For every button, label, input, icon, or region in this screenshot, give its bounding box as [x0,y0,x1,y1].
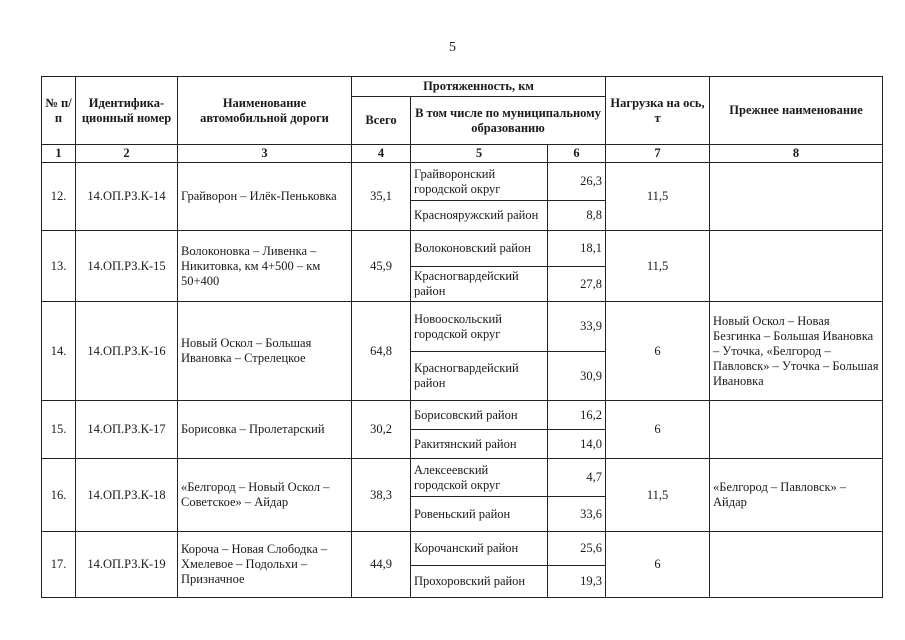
municipality-length: 16,2 [548,401,606,430]
col-number: 2 [76,145,178,163]
row-number: 14. [42,302,76,401]
road-name: Короча – Новая Слободка – Хмелевое – Подольхи – Призначное [178,532,352,598]
col-number: 7 [606,145,710,163]
road-name: Волоконовка – Ливенка – Никитовка, км 4+500 – км 50+400 [178,231,352,302]
municipality-length: 30,9 [548,352,606,401]
previous-name: Новый Оскол – Новая Безгинка – Большая Ивановка – Уточка, «Белгород – Павловск» – Уточка – Большая Ивановка [710,302,883,401]
axle-load: 6 [606,302,710,401]
road-id: 14.ОП.РЗ.К-17 [76,401,178,459]
header-name: Наименование автомобильной дороги [178,77,352,145]
municipality-name: Новооскольский городской округ [411,302,548,352]
axle-load: 11,5 [606,459,710,532]
header-total: Всего [352,97,411,145]
header-id: Идентифика-ционный номер [76,77,178,145]
header-load: Нагрузка на ось, т [606,77,710,145]
col-number: 4 [352,145,411,163]
municipality-length: 25,6 [548,532,606,566]
table-row [42,532,883,566]
previous-name [710,231,883,302]
header-prev: Прежнее наименование [710,77,883,145]
col-number: 6 [548,145,606,163]
col-number: 3 [178,145,352,163]
axle-load: 11,5 [606,231,710,302]
roads-table [41,76,883,598]
municipality-name: Ровеньский район [411,497,548,532]
table-row [42,401,883,430]
col-number: 8 [710,145,883,163]
row-number: 17. [42,532,76,598]
road-id: 14.ОП.РЗ.К-18 [76,459,178,532]
municipality-name: Прохоровский район [411,566,548,598]
table-row [42,231,883,267]
previous-name [710,163,883,231]
municipality-length: 26,3 [548,163,606,201]
road-id: 14.ОП.РЗ.К-15 [76,231,178,302]
axle-load: 6 [606,532,710,598]
length-total: 30,2 [352,401,411,459]
previous-name [710,532,883,598]
table-row [42,302,883,352]
road-name: Грайворон – Илёк-Пеньковка [178,163,352,231]
row-number: 15. [42,401,76,459]
municipality-length: 33,9 [548,302,606,352]
axle-load: 6 [606,401,710,459]
municipality-name: Борисовский район [411,401,548,430]
previous-name: «Белгород – Павловск» – Айдар [710,459,883,532]
municipality-length: 14,0 [548,430,606,459]
municipality-length: 8,8 [548,201,606,231]
municipality-name: Волоконовский район [411,231,548,267]
municipality-name: Красногвардейский район [411,352,548,401]
row-number: 12. [42,163,76,231]
col-number: 1 [42,145,76,163]
length-total: 44,9 [352,532,411,598]
table-row [42,459,883,497]
municipality-length: 19,3 [548,566,606,598]
municipality-name: Ракитянский район [411,430,548,459]
row-number: 13. [42,231,76,302]
municipality-name: Красногвардейский район [411,267,548,302]
municipality-name: Алексеевский городской округ [411,459,548,497]
road-id: 14.ОП.РЗ.К-14 [76,163,178,231]
axle-load: 11,5 [606,163,710,231]
municipality-name: Корочанский район [411,532,548,566]
municipality-length: 18,1 [548,231,606,267]
road-id: 14.ОП.РЗ.К-16 [76,302,178,401]
table-row [42,163,883,201]
municipality-name: Грайворонский городской округ [411,163,548,201]
header-length: Протяженность, км [352,77,606,97]
page-number: 5 [449,40,456,55]
road-name: Новый Оскол – Большая Ивановка – Стрелецкое [178,302,352,401]
col-number: 5 [411,145,548,163]
length-total: 64,8 [352,302,411,401]
header-incl: В том числе по муниципальному образованию [411,97,606,145]
municipality-name: Краснояружский район [411,201,548,231]
header-no: № п/п [42,77,76,145]
municipality-length: 4,7 [548,459,606,497]
municipality-length: 27,8 [548,267,606,302]
length-total: 35,1 [352,163,411,231]
road-name: Борисовка – Пролетарский [178,401,352,459]
length-total: 45,9 [352,231,411,302]
row-number: 16. [42,459,76,532]
road-id: 14.ОП.РЗ.К-19 [76,532,178,598]
municipality-length: 33,6 [548,497,606,532]
length-total: 38,3 [352,459,411,532]
previous-name [710,401,883,459]
road-name: «Белгород – Новый Оскол – Советское» – Айдар [178,459,352,532]
